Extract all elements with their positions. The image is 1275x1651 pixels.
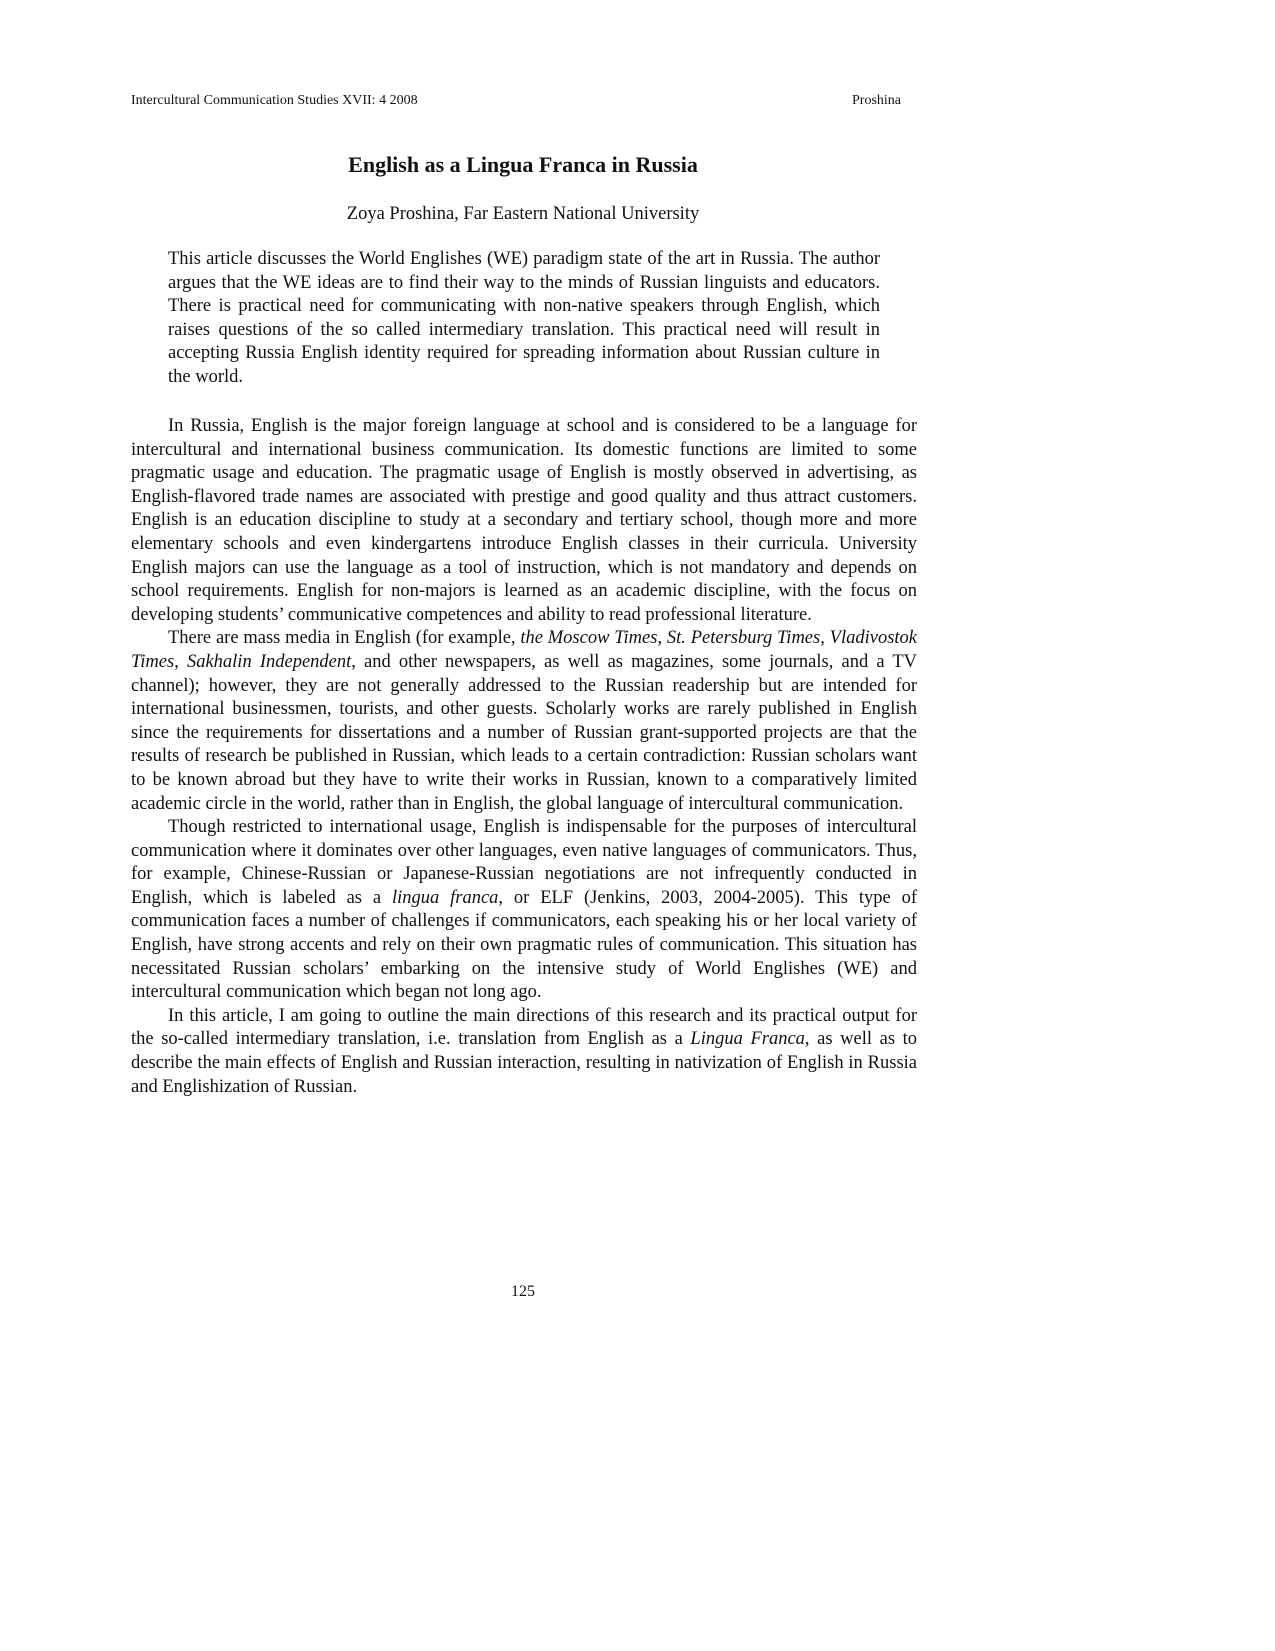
text-run: , as well as to describe the main effects of English and Russian interaction, resulting in nativization of English in Russia and Englishization of Russian.: [131, 1029, 918, 1097]
text-run: , or ELF (Jenkins, 2003, 2004-2005). This type of communication faces a number of challenges if communicators, each speaking his or her local variety of English, have strong accents and rely on their own pragmatic rules of communication. This situation has necessitated Russian scholars’ embarking on the intensive study of World Englishes (WE) and intercultural communication which began not long ago.: [131, 887, 917, 1003]
newspaper-title: the Moscow Times: [520, 628, 658, 649]
article-title: English as a Lingua Franca in Russia: [348, 152, 698, 177]
text-run: In this article, I am going to outline the main directions of this research and its practical output for the so-called intermediary translation, i.e. translation from English as a: [131, 1005, 917, 1050]
author-byline: Zoya Proshina, Far Eastern National University: [346, 204, 700, 224]
text-run: ,: [174, 651, 187, 672]
text-run: There are mass media in English (for example,: [168, 628, 521, 649]
newspaper-title: Sakhalin Independent: [186, 651, 352, 672]
journal-header: Intercultural Communication Studies XVII: 4 2008: [131, 93, 418, 108]
paragraph: [131, 627, 917, 816]
abstract: This article discusses the World Englishes (WE) paradigm state of the art in Russia. The author argues that the WE ideas are to find their way to the minds of Russian linguists and educators. There is practical need for communicating with non-native speakers through English, which raises questions of the so called intermediary translation. This practical need will result in accepting Russia English identity required for spreading information about Russian culture in the world.: [168, 249, 880, 387]
page-number: 125: [511, 1283, 535, 1300]
text-run: ,: [820, 628, 830, 649]
author-header: Proshina: [852, 93, 901, 108]
text-run: , and other newspapers, as well as magazines, some journals, and a TV channel); however, they are not generally addressed to the Russian readership but are intended for international businessmen, tourists, and other guests. Scholarly works are rarely published in English since the requirements for dissertations and a number of Russian grant-supported projects are that the results of research be published in Russian, which leads to a certain contradiction: Russian scholars want to be known abroad but they have to write their works in Russian, known to a comparatively limited academic circle in the world, rather than in English, the global language of intercultural communication.: [131, 651, 917, 814]
newspaper-title: Vladivostok Times: [131, 628, 917, 672]
paragraph: In Russia, English is the major foreign language at school and is considered to be a language for intercultural and international business communication. Its domestic functions are limited to some pragmatic usage and education. The pragmatic usage of English is mostly observed in advertising, as English-flavored trade names are associated with prestige and good quality and thus attract customers. English is an education discipline to study at a secondary and tertiary school, though more and more elementary schools and even kindergartens introduce English classes in their curricula. University English majors can use the language as a tool of instruction, which is not mandatory and depends on school requirements. English for non-majors is learned as an academic discipline, with the focus on developing students’ communicative competences and ability to read professional literature.: [131, 416, 917, 625]
paragraph: [131, 1005, 917, 1099]
text-run: Though restricted to international usage, English is indispensable for the purposes of intercultural communication where it dominates over other languages, even native languages of communicators. Thus, for example, Chinese-Russian or Japanese-Russian negotiations are not infrequently conducted in English, which is labeled as a: [131, 817, 917, 908]
body-text: [131, 415, 917, 1099]
newspaper-title: St. Petersburg Times: [666, 628, 821, 649]
paragraph: [131, 816, 917, 1005]
italic-term: Lingua Franca: [690, 1029, 805, 1050]
text-run: ,: [657, 628, 667, 649]
italic-term: lingua franca: [391, 887, 499, 908]
